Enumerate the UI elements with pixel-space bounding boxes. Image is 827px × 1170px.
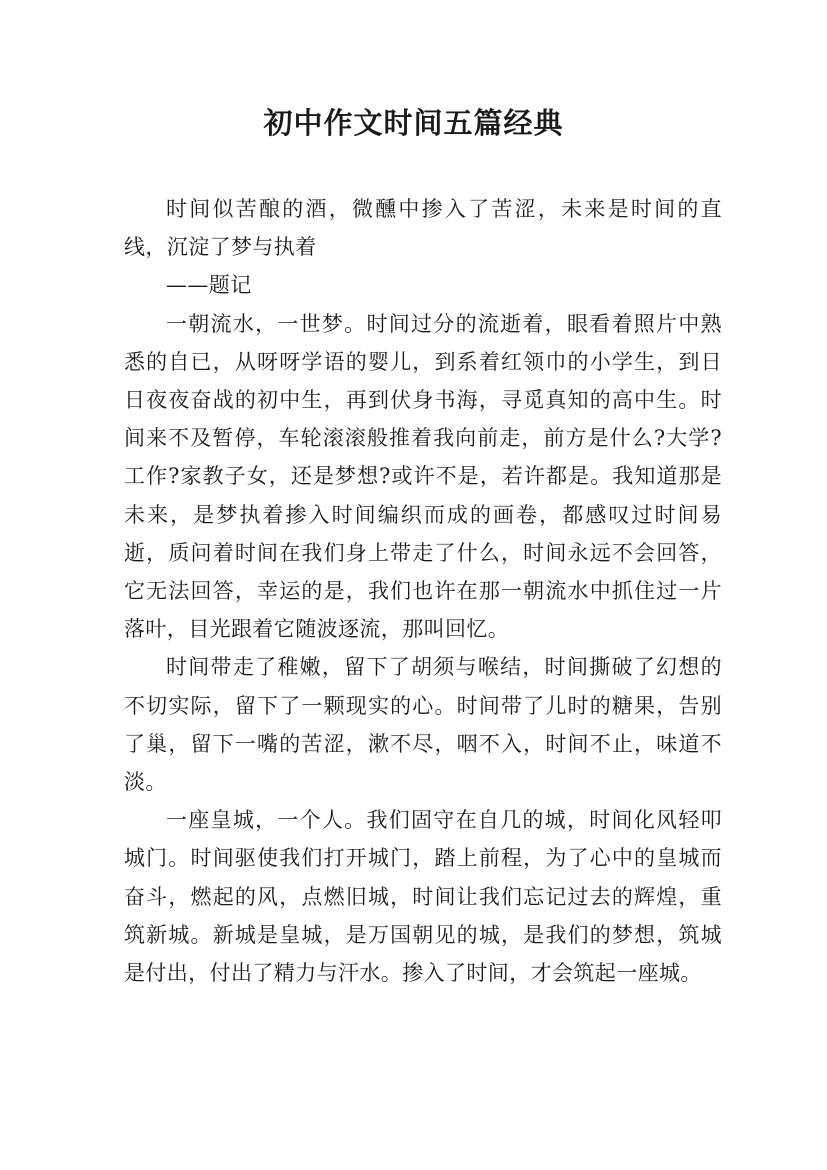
epigraph-paragraph: 时间似苦酿的酒，微醺中掺入了苦涩，未来是时间的直线，沉淀了梦与执着 bbox=[124, 197, 722, 260]
epigraph-attribution: ——题记 bbox=[166, 273, 252, 298]
document-title: 初中作文时间五篇经典 bbox=[263, 106, 564, 140]
body-paragraph: 一朝流水，一世梦。时间过分的流逝着，眼看着照片中熟悉的自已，从呀呀学语的婴儿，到系着红领巾的小学生，到日日夜夜奋战的初中生，再到伏身书海，寻觅真知的高中生。时间来不及暂停，车轮滚滚般推着我向前走，前方是什么?大学?工作?家教子女，还是梦想?或许不是，若许都是。我知道那是未来，是梦执着掺入时间编织而成的画卷，都感叹过时间易逝，质问着时间在我们身上带走了什么，时间永远不会回答，它无法回答，幸运的是，我们也许在那一朝流水中抓住过一片落叶，目光跟着它随波逐流，那叫回忆。 bbox=[124, 311, 722, 642]
body-paragraph: 时间带走了稚嫩，留下了胡须与喉结，时间撕破了幻想的不切实际，留下了一颗现实的心。时间带了儿时的糖果，告别了巢，留下一嘴的苦涩，漱不尽，咽不入，时间不止，味道不淡。 bbox=[124, 655, 722, 795]
document-body bbox=[124, 190, 722, 992]
body-paragraph: 一座皇城，一个人。我们固守在自几的城，时间化风轻叩城门。时间驱使我们打开城门，踏上前程，为了心中的皇城而奋斗，燃起的风，点燃旧城，时间让我们忘记过去的辉煌，重筑新城。新城是皇城，是万国朝见的城，是我们的梦想，筑城是付出，付出了精力与汗水。掺入了时间，才会筑起一座城。 bbox=[124, 808, 722, 986]
